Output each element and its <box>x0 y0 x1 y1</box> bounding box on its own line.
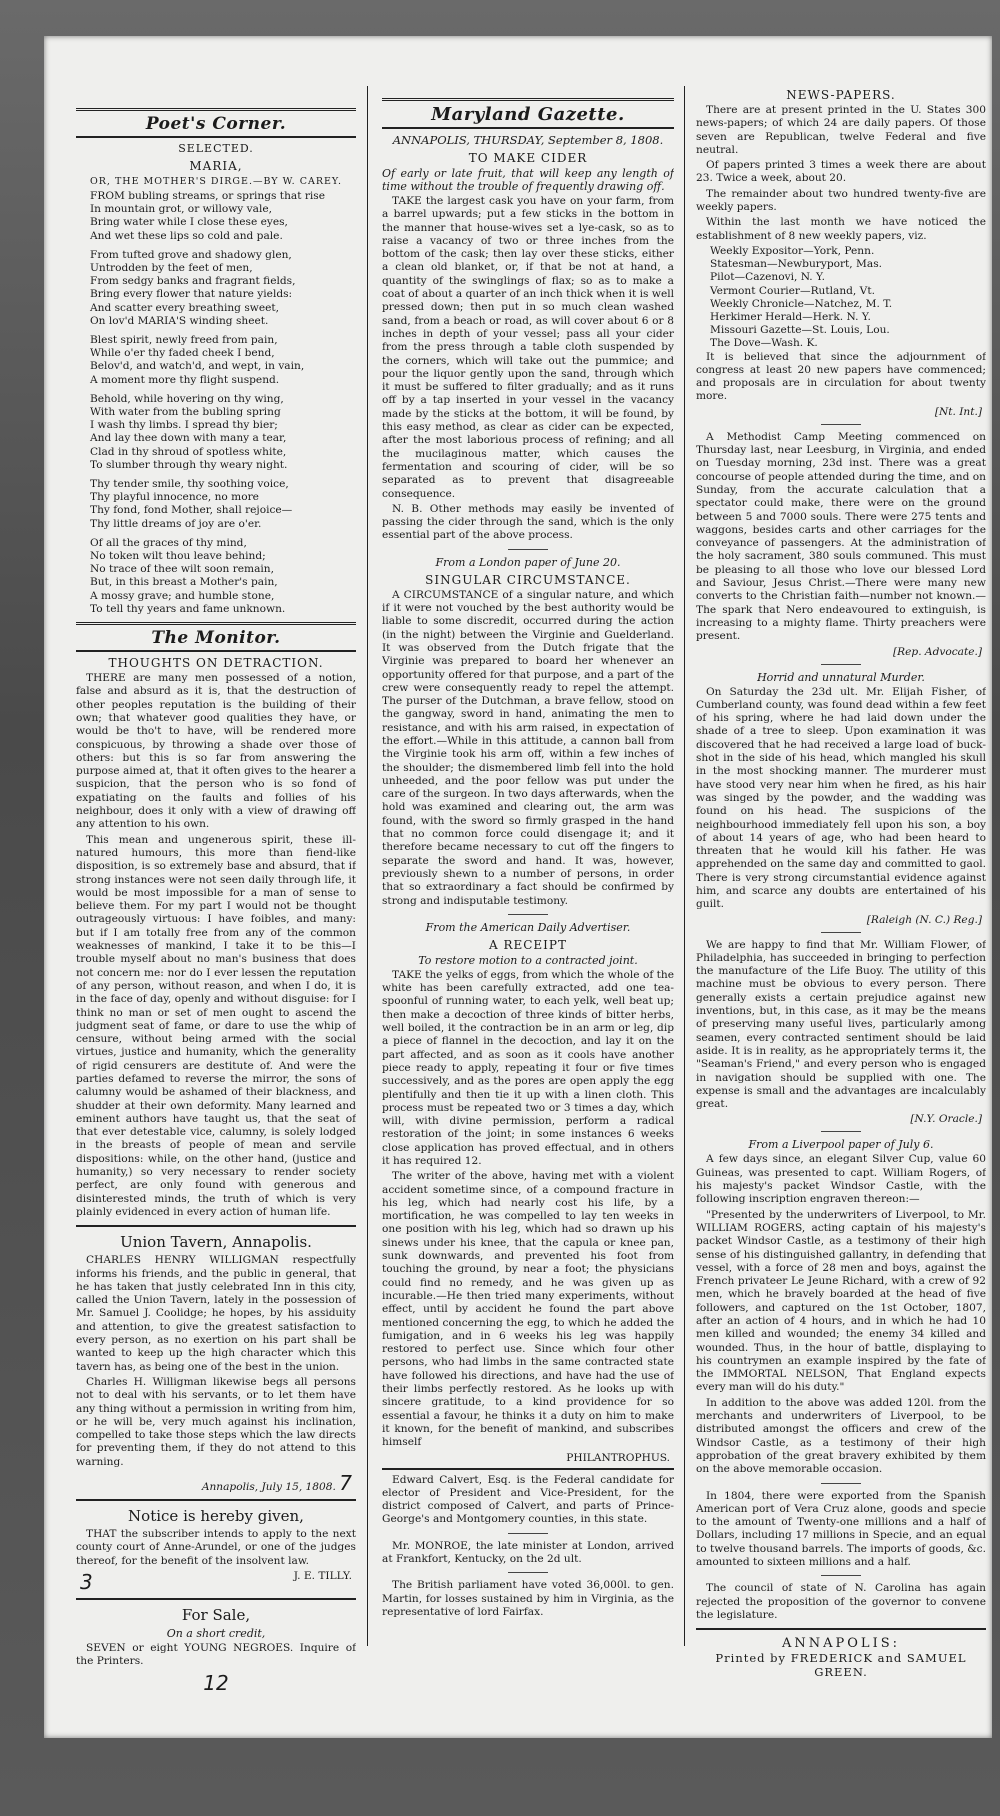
section-divider <box>508 914 548 915</box>
verse-line: While o'er thy faded cheek I bend, <box>90 347 275 360</box>
column-divider-right <box>684 86 685 1646</box>
notice-handwritten-mark: 3 <box>80 1569 93 1594</box>
newspapers-paragraph: There are at present printed in the U. States 300 news-papers; of which 24 are daily papers. Of those seven are Republican, twelve Federal and five neutral. <box>696 104 986 156</box>
verse-line: Bring every flower that nature yields: <box>90 288 293 301</box>
section-divider <box>821 1575 861 1576</box>
singular-title: SINGULAR CIRCUMSTANCE. <box>425 572 631 587</box>
cider-paragraph: TAKE the largest cask you have on your farm, from a barrel upwards; put a few sticks in the bottom in the manner that house-wives set a lye-cask, so as to raise a vacancy of two or three inches from the bottom of the cask; then lay over these sticks, either a clean old blanket, or, if that be not at hand, a quantity of the swinglings of flax; so as to make a coat of about a quarter of an inch thick when it is well pressed down; then put in so much clean washed sand, from a beach or road, as will cover about 6 or 8 inches in depth of your vessel; pass all your cider from the press through a table cloth suspended by the corners, which will take out the pummice; and pour the liquor gently upon the sand, through which it must be suffered to filter gradually; and as it runs off by a tap inserted in your vessel in the vacancy made by the sticks at the bottom, it will be found, by this easy method, as clear as cider can be expected, after the most laborious process of refining; and all the mucilaginous matter, which causes the fermentation and scouring of cider, will be so separated as to prevent that disagreeable consequence. <box>382 195 674 500</box>
imprint-place: ANNAPOLIS: <box>782 1636 900 1652</box>
verse-line: With water from the bubling spring <box>90 406 281 419</box>
verse-line: Thy playful innocence, no more <box>90 491 259 504</box>
list-item: Weekly Chronicle—Natchez, M. T. <box>710 297 893 310</box>
poem-title: MARIA, <box>189 159 243 173</box>
verse-line: Thy tender smile, thy soothing voice, <box>90 478 289 491</box>
newspapers-paragraph: The remainder about two hundred twenty-five are weekly papers. <box>696 187 986 214</box>
gazette-dateline: ANNAPOLIS, THURSDAY, September 8, 1808. <box>392 133 664 147</box>
receipt-signature: PHILANTROPHUS. <box>566 1451 670 1464</box>
verse-line: Blest spirit, newly freed from pain, <box>90 334 278 347</box>
receipt-paragraph: TAKE the yelks of eggs, from which the whole of the white has been carefully extracted, add one tea-spoonful of running water, to each yelk, well beat up; then make a decoction of three kinds of bitter herbs, well boiled, it the contraction be in an arm or leg, dip a piece of flannel in the decoction, and lay it on the part affected, and as soon as it cools have another piece ready to apply, repeating it four or five times successively, and as the pores are open apply the egg plentifully and then tie it up with a linen cloth. This process must be repeated two or 3 times a day, which will, with divine permission, perform a radical restoration of the joint; in some instances 6 weeks close application has proved effectual, and in others it has required 12. <box>382 968 674 1167</box>
list-item: Pilot—Cazenovi, N. Y. <box>710 271 826 284</box>
verse-line: Belov'd, and watch'd, and wept, in vain, <box>90 360 305 373</box>
newspapers-source: [Nt. Int.] <box>934 405 982 418</box>
notice-title: Notice is hereby given, <box>128 1507 304 1526</box>
verse-line: A mossy grave; and humble stone, <box>90 589 275 602</box>
cider-paragraph: N. B. Other methods may easily be invented of passing the cider through the sand, which is the only essential part of the above process. <box>382 502 674 542</box>
column-one <box>76 36 356 1738</box>
verse-line: And scatter every breathing sweet, <box>90 301 280 314</box>
detraction-paragraph: This mean and ungenerous spirit, these ill-natured humours, this more than fiend-like disposition, is so extremely base and absurd, that if strong instances were not seen daily through life, it would be most impossible for a man of sense to believe them. For my part I would not be thought outrageously virtuous: I have foibles, and many: but if I am totally free from any of the common weaknesses of mankind, I take it to be this—I trouble myself about no man's business that does not concern me: nor do I ever lessen the reputation of any person, without reason, and when I do, it is in the face of day, openly and without disguise: for I think no man or set of men ought to ascend the judgment seat of fame, or dare to use the whip of censure, without being armed with the social virtues, justice and humanity, which the generality of rigid censurers are destitute of. And were the parties defamed to reverse the mirror, the sons of calumny would be ashamed of their blackness, and shudder at their own deformity. Many learned and eminent authors have taught us, that the seat of that ever detestable vice, calumny, is solely lodged in the breasts of people of mean and servile dispositions: while, on the other hand, (justice and humanity,) so very necessary to render society perfect, are only found with generous and disinterested minds, the truth of which is very plainly evidenced in every action of human life. <box>76 833 356 1218</box>
union-tavern-title: Union Tavern, Annapolis. <box>120 1233 312 1252</box>
for-sale-title: For Sale, <box>181 1605 251 1624</box>
detraction-title: THOUGHTS ON DETRACTION. <box>108 656 324 671</box>
imprint-printer: Printed by FREDERICK and SAMUEL GREEN. <box>715 1651 967 1680</box>
section-divider <box>821 664 861 665</box>
section-divider <box>821 1483 861 1484</box>
poem-byline: OR, THE MOTHER'S DIRGE.—BY W. CAREY. <box>89 176 343 187</box>
tavern-dateline <box>76 1471 352 1495</box>
verse-line: And wet these lips so cold and pale. <box>90 229 283 242</box>
poem-stanza <box>76 334 356 387</box>
newspapers-paragraph: Of papers printed 3 times a week there are about 23. Twice a week, about 20. <box>696 159 986 185</box>
verse-line: Behold, while hovering on thy wing, <box>90 392 284 405</box>
notice-signature: J. E. TILLY. <box>293 1569 352 1582</box>
section-divider <box>508 1533 548 1534</box>
verse-line: Thy little dreams of joy are o'er. <box>90 517 262 530</box>
receipt-subtitle: To restore motion to a contracted joint. <box>418 953 638 967</box>
singular-paragraph: A CIRCUMSTANCE of a singular nature, and which if it were not vouched by the best authority would be liable to some discredit, occurred during the action (in the night) between the Virginie and Guelderland. It was observed from the Dutch frigate that the Virginie was prepared to board her whenever an opportunity offered for that purpose, and a part of the crew were consequently ready to repel the attempt. The purser of the Dutchman, a brave fellow, stood on the gangway, sword in hand, animating the men to resistance, and with his arm raised, in expectation of the effort.—While in this attitude, a cannon ball from the Virginie took his arm off, within a few inches of the shoulder; the dismembered limb fell into the hold unheeded, and the poor fellow was put under the care of the surgeon. In two days afterwards, when the hold was examined and clearing out, the arm was found, with the sword so firmly grasped in the hand that no common force could disengage it; and it therefore became necessary to cut off the fingers to separate the sword and hand. It was, however, previously shewn to a number of persons, in order that so extraordinary a fact should be confirmed by strong and indisputable testimony. <box>382 588 674 907</box>
list-item: Herkimer Herald—Herk. N. Y. <box>710 310 871 323</box>
verse-line: From tufted grove and shadowy glen, <box>90 248 292 261</box>
for-sale-handwritten-mark: 12 <box>203 1670 229 1695</box>
monitor-header: The Monitor. <box>76 622 356 652</box>
cider-title: TO MAKE CIDER <box>468 151 588 165</box>
section-rule <box>76 1598 356 1600</box>
for-sale-text: SEVEN or eight YOUNG NEGROES. Inquire of the Printers. <box>76 1641 356 1668</box>
list-item: Missouri Gazette—St. Louis, Lou. <box>710 324 890 337</box>
verse-line: I wash thy limbs. I spread thy bier; <box>90 419 278 432</box>
tavern-date: Annapolis, July 15, 1808. <box>201 1481 336 1494</box>
calvert-notice: Edward Calvert, Esq. is the Federal candidate for elector of President and Vice-President, for the district composed of Calvert, and parts of Prince-George's and Montgomery counties, in this state. <box>382 1473 674 1526</box>
verse-line: Clad in thy shroud of spotless white, <box>90 445 287 458</box>
for-sale-terms: On a short credit, <box>166 1626 266 1640</box>
life-buoy-text: We are happy to find that Mr. William Flower, of Philadelphia, has succeeded in bringing to perfection the manufacture of the Life Buoy. The utility of this machine must be obvious to every person. There generally exists a certain prejudice against new inventions, but, in this case, as it may be the means of preserving many useful lives, particularly among seamen, every contracted sentiment should be laid aside. It is in reality, as he appropriately terms it, the "Seaman's Friend," and every person who is engaged in navigation should be supplied with one. The expense is small and the advantages are incalculably great. <box>696 938 986 1111</box>
column-divider-left <box>367 86 368 1646</box>
council-text: The council of state of N. Carolina has again rejected the proposition of the governor to convene the legislature. <box>696 1582 986 1621</box>
cider-subtitle: Of early or late fruit, that will keep any length of time without the trouble of frequently drawing off. <box>382 167 674 193</box>
verse-line: From sedgy banks and fragrant fields, <box>90 275 296 288</box>
camp-meeting-text: A Methodist Camp Meeting commenced on Thursday last, near Leesburg, in Virginia, and ended on Tuesday morning, 23d inst. There was a great concourse of people attended during the time, and on Sunday, from the accurate calculation that a spectator could make, there were on the ground between 5 and 7000 souls. There were 275 tents and waggons, besides carts and other carriages for the conveyance of passengers. At the administration of the holy sacrament, 380 souls communed. This must be pleasing to all those who love our blessed Lord and Saviour, Jesus Christ.—There were many new converts to the Christian faith—number not known.—The spark that Nero endeavoured to extinguish, is increasing to a mighty flame. Thirty preachers were present. <box>696 430 986 643</box>
list-item: Statesman—Newburyport, Mas. <box>710 258 883 271</box>
verse-line: FROM bubling streams, or springs that rise <box>90 190 325 202</box>
horrid-title: Horrid and unnatural Murder. <box>757 670 925 684</box>
liverpool-paragraph: "Presented by the underwriters of Liverpool, to Mr. WILLIAM ROGERS, acting captain of his majesty's packet Windsor Castle, as a testimony of their high sense of his distinguished gallantry, in defending that vessel, with a force of 28 men and boys, against the French privateer Le Jeune Richard, with a crew of 92 men, which he bravely boarded at the head of five followers, and captured on the 1st October, 1807, after an action of 4 hours, and in which he had 10 men killed and wounded; the enemy 34 killed and wounded. Thus, in the hour of battle, displaying to his countrymen an example inspired by the fate of the IMMORTAL NELSON, That England expects every man will do his duty." <box>696 1208 986 1394</box>
section-divider <box>821 1131 861 1132</box>
for-sale-mark-row <box>76 1671 356 1695</box>
verse-line: And lay thee down with many a tear, <box>90 432 287 445</box>
parliament-notice: The British parliament have voted 36,000l. to gen. Martin, for losses sustained by him in Virginia, as the representative of lord Fairfax. <box>382 1579 674 1618</box>
liverpool-paragraph: In addition to the above was added 120l. from the merchants and underwriters of Liverpool, to be distributed amongst the officers and crew of the Windsor Castle, as a testimony of their high approbation of the great bravery exhibited by them on the above memorable occasion. <box>696 1396 986 1476</box>
column-two <box>382 36 674 1738</box>
column-three <box>696 36 986 1738</box>
poem-stanza <box>76 190 356 243</box>
notice-text: THAT the subscriber intends to apply to the next county court of Anne-Arundel, or one of the judges thereof, for the benefit of the insolvent law. <box>76 1528 356 1567</box>
newspapers-list <box>696 245 986 351</box>
receipt-source: From the American Daily Advertiser. <box>425 920 631 934</box>
list-item: The Dove—Wash. K. <box>710 337 818 350</box>
tavern-paragraph: CHARLES HENRY WILLIGMAN respectfully informs his friends, and the public in general, that he has taken that justly celebrated Inn in this city, called the Union Tavern, lately in the possession of Mr. Samuel J. Coolidge; he hopes, by his assiduity and attention, to give the greatest satisfaction to every person, as no exertion on his part shall be wanted to keep up the high character which this tavern has, as being one of the best in the union. <box>76 1254 356 1373</box>
gazette-masthead: Maryland Gazette. <box>382 98 674 129</box>
poets-corner-selected: SELECTED. <box>178 142 254 155</box>
verse-line: On lov'd MARIA'S winding sheet. <box>90 314 269 327</box>
receipt-title: A RECEIPT <box>488 937 568 952</box>
horrid-text: On Saturday the 23d ult. Mr. Elijah Fisher, of Cumberland county, was found dead within a few feet of his spring, where he had laid down under the shade of a tree to sleep. Upon examination it was discovered that he had received a large load of buck-shot in the side of his head, which mangled his skull in the most shocking manner. The murderer must have stood very near him when he fired, as his hair was singed by the powder, and the wadding was found on his head. The suspicions of the neighbourhood immediately fell upon his son, a boy of about 14 years of age, who had been heard to threaten that he would kill his father. He was apprehended on the same day and committed to gaol. There is very strong circumstantial evidence against him, and scarce any doubts are entertained of his guilt. <box>696 685 986 911</box>
singular-source: From a London paper of June 20. <box>435 555 621 569</box>
verse-line: No token wilt thou leave behind; <box>90 550 266 563</box>
tavern-handwritten-mark: 7 <box>339 1471 352 1496</box>
list-item: Vermont Courier—Rutland, Vt. <box>710 284 875 297</box>
newspaper-page <box>44 36 992 1738</box>
receipt-paragraph: The writer of the above, having met with a violent accident sometime since, of a compound fracture in his leg, which had nearly cost his life, by a mortification, he was compelled to lay ten weeks in one position with his leg, which had so drawn up his sinews under his knee, that the capula or knee pan, sunk downwards, and prevented his foot from touching the ground, by near a foot; the physicians could find no remedy, and he was given up as incurable.—He then tried many experiments, without effect, until by accident he found the part above mentioned concerning the egg, to which he added the fumigation, and in 6 weeks his leg was happily restored to perfect use. Since which four other persons, who had limbs in the same contracted state have followed his directions, and have had the use of their limbs perfectly restored. As he looks up with sincere gratitude, to a kind providence for so essential a favour, he thinks it a duty on him to make it known, for the benefit of mankind, and subscribes himself <box>382 1170 674 1449</box>
poem-stanza <box>76 537 356 616</box>
verse-line: No trace of thee wilt soon remain, <box>90 563 274 576</box>
newspapers-paragraph: Within the last month we have noticed the establishment of 8 new weekly papers, viz. <box>696 216 986 242</box>
liverpool-paragraph: A few days since, an elegant Silver Cup, value 60 Guineas, was presented to capt. William Rogers, of his majesty's packet Windsor Castle, with the following inscription engraven thereon:— <box>696 1153 986 1206</box>
poem-body <box>76 190 356 616</box>
section-rule <box>76 1225 356 1227</box>
poem-stanza <box>76 478 356 531</box>
verse-line: In mountain grot, or willowy vale, <box>90 203 272 216</box>
poem-stanza <box>76 249 356 328</box>
section-rule <box>696 1628 986 1630</box>
poem-stanza <box>76 393 356 472</box>
section-divider <box>508 549 548 550</box>
section-divider <box>508 1572 548 1573</box>
horrid-source: [Raleigh (N. C.) Reg.] <box>866 913 982 926</box>
monroe-notice: Mr. MONROE, the late minister at London, arrived at Frankfort, Kentucky, on the 2d ult. <box>382 1539 674 1566</box>
life-buoy-source: [N.Y. Oracle.] <box>910 1113 982 1126</box>
verse-line: To slumber through thy weary night. <box>90 458 288 471</box>
verse-line: To tell thy years and fame unknown. <box>90 602 286 615</box>
verse-line: Of all the graces of thy mind, <box>90 536 247 549</box>
tavern-paragraph: Charles H. Willigman likewise begs all persons not to deal with his servants, or to let them have any thing without a permission in writing from him, or he will be, very much against his inclination, compelled to take those steps which the law directs for preventing them, if they do not attend to this warning. <box>76 1375 356 1468</box>
verse-line: Thy fond, fond Mother, shall rejoice— <box>90 504 293 517</box>
verse-line: Bring water while I close these eyes, <box>90 216 288 229</box>
section-rule <box>382 1468 674 1470</box>
list-item: Weekly Expositor—York, Penn. <box>710 244 875 257</box>
newspapers-closing: It is believed that since the adjournment of congress at least 20 new papers have commenced; and proposals are in circulation for about twenty more. <box>696 350 986 403</box>
detraction-paragraph: THERE are many men possessed of a notion, false and absurd as it is, that the destruction of other peoples reputation is the building of their own; that whatever good qualities they have, or would be tho't to have, will be rendered more conspicuous, by throwing a shade over those of others: but this is so far from answering the purpose aimed at, that it often gives to the hearer a suspicion, that the person who is so fond of expatiating on the faults and follies of his neighbour, does it only with a view of drawing off any attention to his own. <box>76 672 356 831</box>
poets-corner-header: Poet's Corner. <box>76 108 356 138</box>
newspapers-title: NEWS-PAPERS. <box>786 88 896 102</box>
section-divider <box>821 932 861 933</box>
verse-line: Untrodden by the feet of men, <box>90 262 253 275</box>
vera-cruz-text: In 1804, there were exported from the Spanish American port of Vera Cruz alone, goods and specie to the amount of Twenty-one millions and a half of Dollars, including 17 millions in Specie, and an equal to twelve thousand barrels. The imports of goods, &c. amounted to sixteen millions and a half. <box>696 1489 986 1569</box>
verse-line: A moment more thy flight suspend. <box>90 373 280 386</box>
verse-line: But, in this breast a Mother's pain, <box>90 576 278 589</box>
liverpool-source: From a Liverpool paper of July 6. <box>748 1138 934 1152</box>
notice-footer <box>80 1570 352 1594</box>
section-rule <box>76 1499 356 1501</box>
camp-meeting-source: [Rep. Advocate.] <box>893 645 982 658</box>
section-divider <box>821 424 861 425</box>
